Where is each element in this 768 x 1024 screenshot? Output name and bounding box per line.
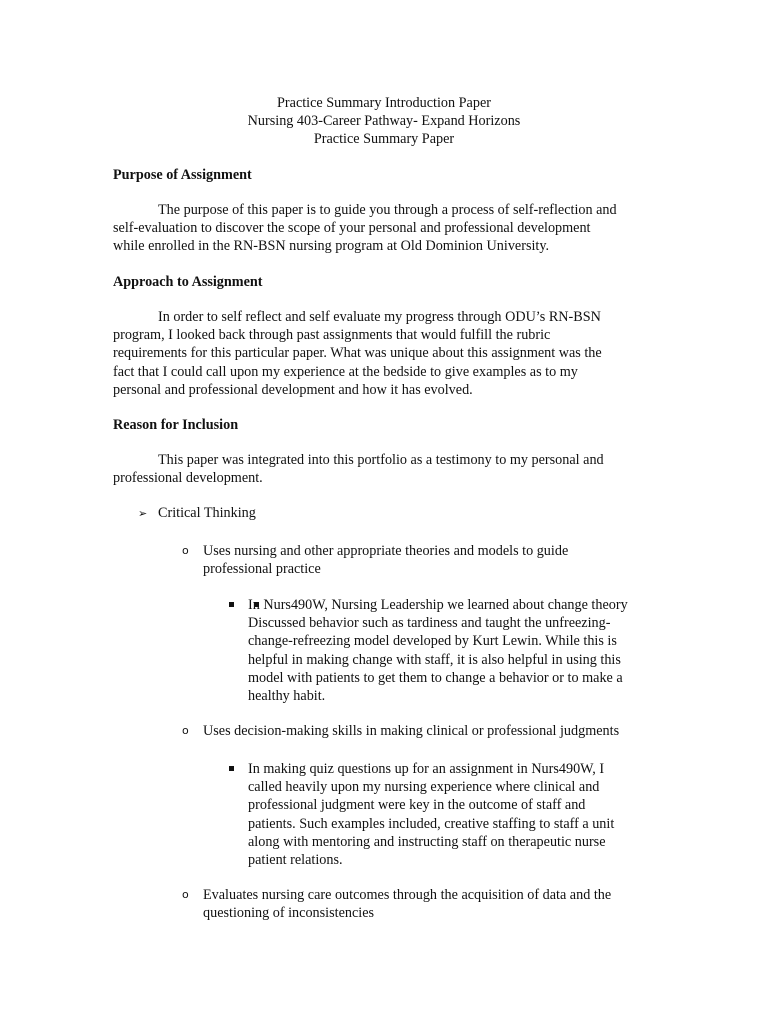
bullet-label: Critical Thinking — [158, 505, 256, 521]
detail-line: Discussed behavior such as tardiness and taught the unfreezing- — [248, 615, 611, 632]
paragraph-line: program, I looked back through past assignments that would fulfill the rubric — [113, 327, 551, 344]
bullet-critical-thinking — [138, 504, 256, 523]
paragraph-line: requirements for this particular paper. What was unique about this assignment was the — [113, 345, 602, 362]
detail-line: model with patients to get them to change a behavior or to make a — [248, 669, 623, 686]
paragraph-line: fact that I could call upon my experience at the bedside to give examples as to my — [113, 363, 578, 380]
title-line-1: Practice Summary Introduction Paper — [277, 95, 491, 111]
sub-bullet-line: Evaluates nursing care outcomes through the acquisition of data and the — [203, 887, 612, 903]
detail-line: called heavily upon my nursing experience where clinical and — [248, 779, 600, 796]
title-block — [0, 94, 768, 149]
detail-line: helpful in making change with staff, it is also helpful in using this — [248, 651, 621, 668]
square-bullet-icon — [229, 766, 234, 771]
circle-bullet-icon: o — [182, 724, 189, 737]
paragraph-purpose — [113, 201, 653, 256]
detail-line: along with mentoring and instructing staff on therapeutic nurse — [248, 833, 606, 850]
paragraph-line: The purpose of this paper is to guide you through a process of self-reflection and — [158, 202, 617, 218]
title-line-2: Nursing 403-Career Pathway- Expand Horizons — [247, 113, 521, 130]
paragraph-line: professional development. — [113, 470, 263, 487]
heading-reason: Reason for Inclusion — [113, 417, 239, 433]
sub-bullet-line: Uses decision-making skills in making clinical or professional judgments — [203, 723, 620, 739]
detail-line: patient relations. — [248, 852, 343, 869]
paragraph-line: self-evaluation to discover the scope of your personal and professional development — [113, 220, 591, 237]
square-bullet-icon — [229, 602, 234, 607]
detail-text-quiz-questions — [248, 760, 614, 869]
heading-purpose: Purpose of Assignment — [113, 167, 252, 183]
detail-line: In Nurs490W, Nursing Leadership we learned about change theory — [248, 597, 628, 613]
paragraph-approach — [113, 308, 653, 399]
sub-bullet-line: Uses nursing and other appropriate theories and models to guide — [203, 543, 569, 559]
detail-line: healthy habit. — [248, 688, 326, 705]
detail-line: professional judgment were key in the outcome of staff and — [248, 797, 586, 814]
arrow-bullet-icon: ➢ — [138, 507, 148, 520]
detail-line: change-refreezing model developed by Kurt Lewin. While this is — [248, 633, 617, 650]
paragraph-line: while enrolled in the RN-BSN nursing program at Old Dominion University. — [113, 238, 550, 255]
paragraph-line: This paper was integrated into this portfolio as a testimony to my personal and — [158, 452, 604, 468]
detail-text-change-theory — [248, 596, 628, 705]
circle-bullet-icon: o — [182, 888, 189, 901]
paragraph-line: In order to self reflect and self evaluate my progress through ODU’s RN-BSN — [158, 309, 601, 325]
paragraph-reason — [113, 451, 653, 487]
heading-approach: Approach to Assignment — [113, 274, 263, 290]
circle-bullet-icon: o — [182, 544, 189, 557]
detail-line: In making quiz questions up for an assignment in Nurs490W, I — [248, 761, 605, 777]
detail-line: patients. Such examples included, creative staffing to staff a unit — [248, 815, 615, 832]
title-line-3: Practice Summary Paper — [313, 131, 455, 148]
sub-bullet-line: questioning of inconsistencies — [203, 905, 375, 922]
sub-bullet-line: professional practice — [203, 561, 321, 578]
paragraph-line: personal and professional development and how it has evolved. — [113, 381, 473, 398]
